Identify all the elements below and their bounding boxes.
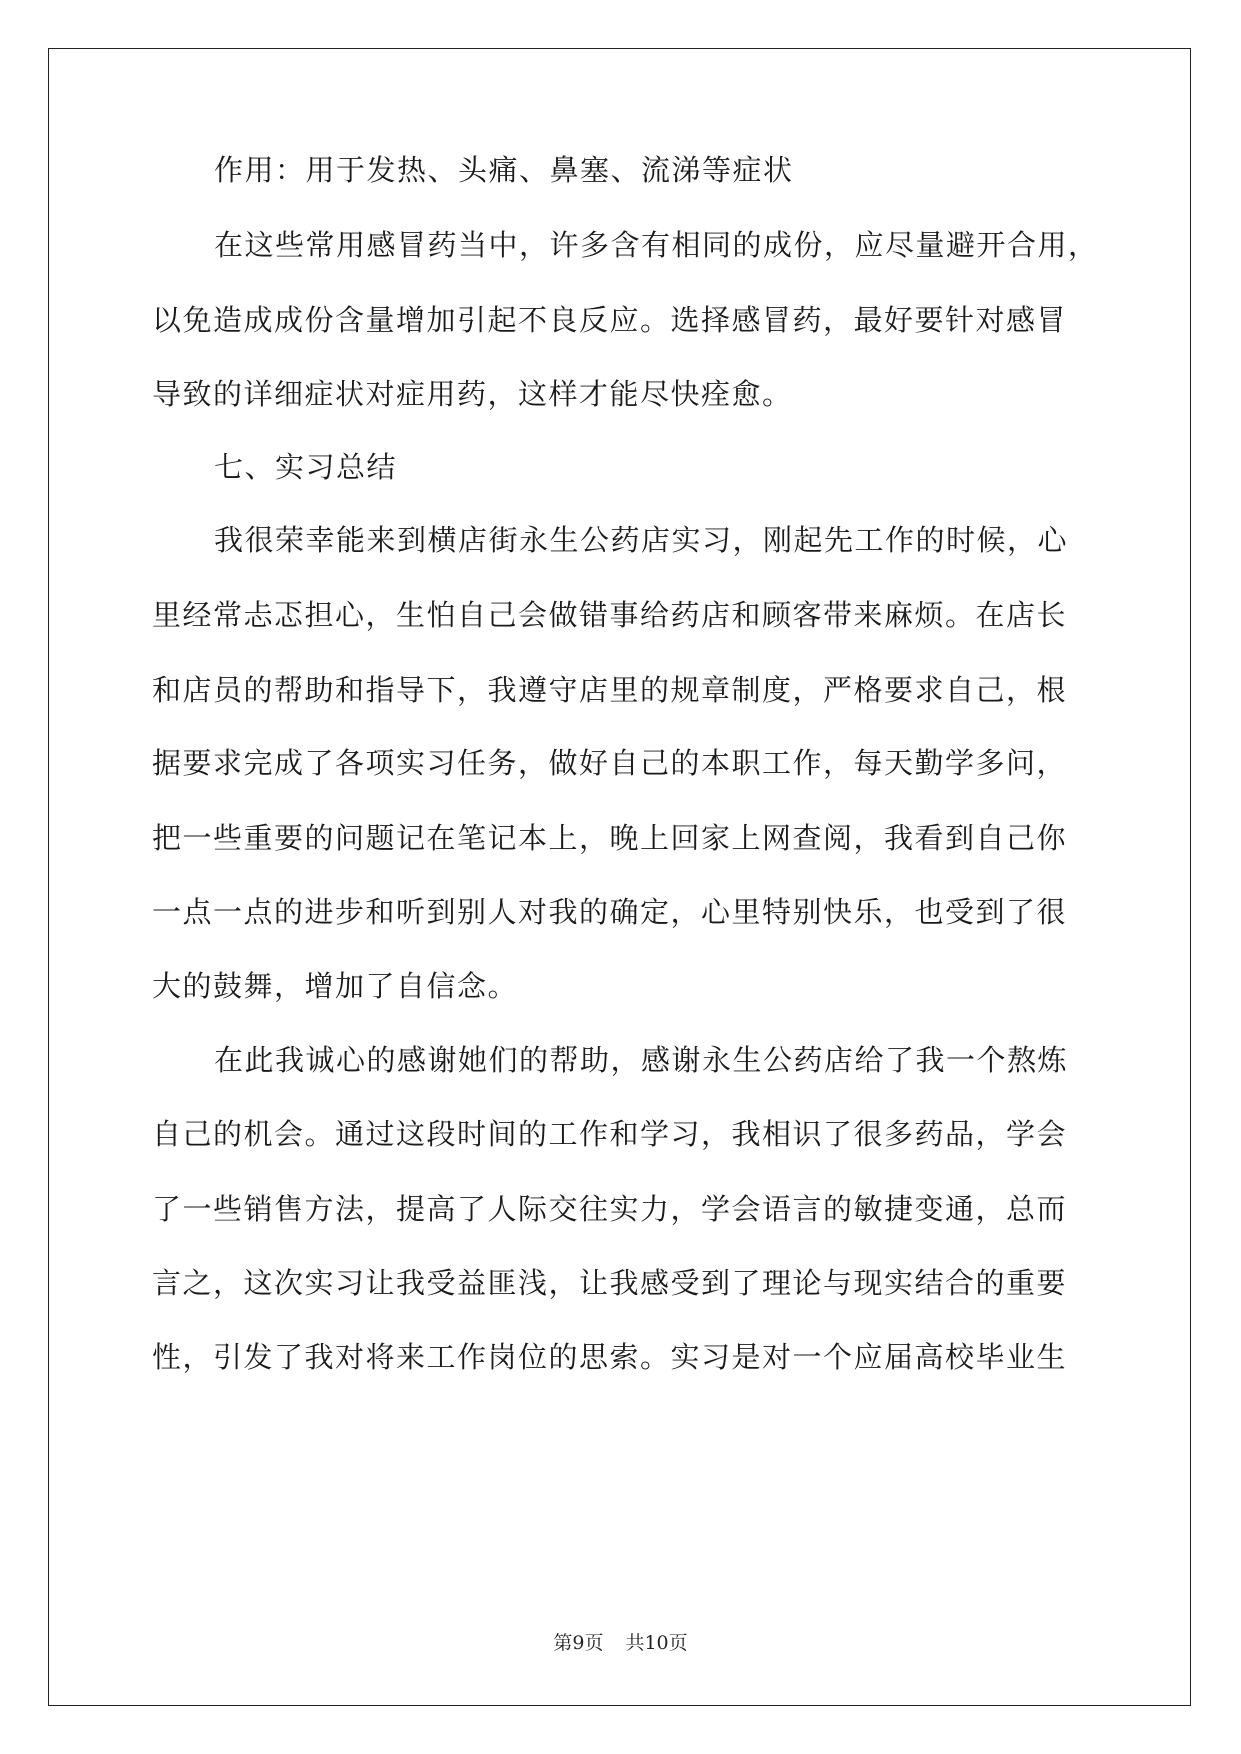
page-border — [48, 48, 1191, 1706]
page-total: 共10页 — [625, 1632, 688, 1654]
body-line: 把一些重要的问题记在笔记本上，晚上回家上网查阅，我看到自己你 — [152, 821, 1068, 855]
body-line: 言之，这次实习让我受益匪浅，让我感受到了理论与现实结合的重要 — [152, 1266, 1068, 1300]
page-footer — [0, 1631, 1241, 1655]
body-line: 在此我诚心的感谢她们的帮助，感谢永生公药店给了我一个熬炼 — [214, 1043, 1069, 1077]
body-line: 性，引发了我对将来工作岗位的思索。实习是对一个应届高校毕业生 — [152, 1340, 1068, 1374]
body-line: 自己的机会。通过这段时间的工作和学习，我相识了很多药品，学会 — [152, 1117, 1068, 1151]
body-line: 作用：用于发热、头痛、鼻塞、流涕等症状 — [214, 153, 794, 187]
body-line: 一点一点的进步和听到别人对我的确定，心里特别快乐，也受到了很 — [152, 895, 1068, 929]
body-line: 在这些常用感冒药当中，许多含有相同的成份，应尽量避开合用， — [214, 228, 1099, 262]
body-line: 以免造成成份含量增加引起不良反应。选择感冒药，最好要针对感冒 — [152, 303, 1068, 337]
body-line: 导致的详细症状对症用药，这样才能尽快痊愈。 — [152, 377, 793, 411]
body-line: 了一些销售方法，提高了人际交往实力，学会语言的敏捷变通，总而 — [152, 1192, 1068, 1226]
body-line: 据要求完成了各项实习任务，做好自己的本职工作，每天勤学多问， — [152, 746, 1068, 780]
body-line: 里经常忐忑担心，生怕自己会做错事给药店和顾客带来麻烦。在店长 — [152, 598, 1068, 632]
section-heading: 七、实习总结 — [214, 450, 398, 484]
body-line: 和店员的帮助和指导下，我遵守店里的规章制度，严格要求自己，根 — [152, 673, 1068, 707]
body-line: 大的鼓舞，增加了自信念。 — [152, 969, 519, 1003]
page-number: 第9页 — [553, 1632, 604, 1654]
body-line: 我很荣幸能来到横店街永生公药店实习，刚起先工作的时候，心 — [214, 523, 1069, 557]
